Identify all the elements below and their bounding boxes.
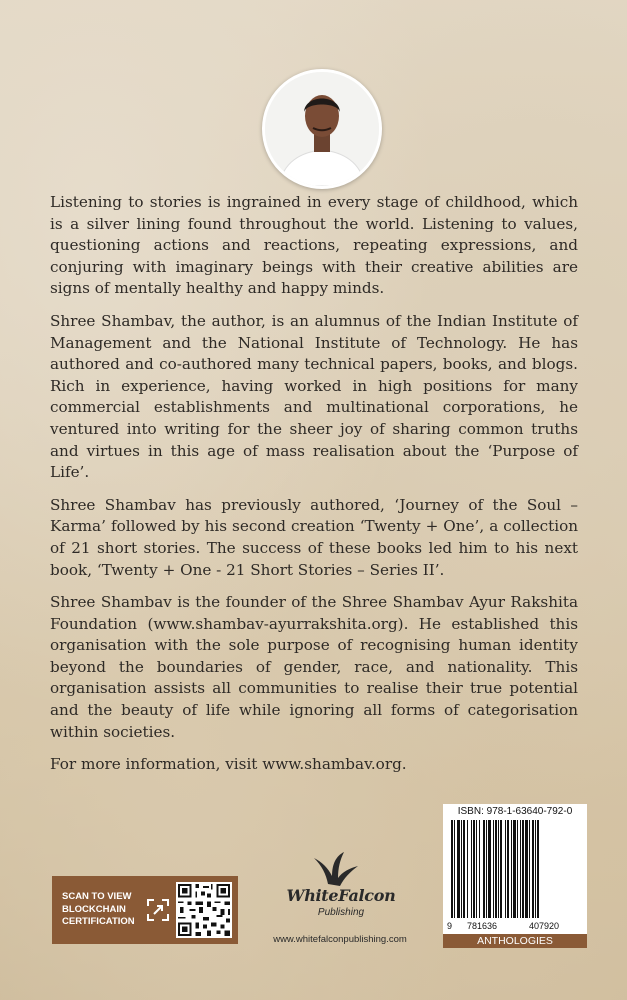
scan-arrow-icon bbox=[146, 898, 170, 922]
barcode-digit-left: 9 bbox=[447, 921, 453, 931]
author-portrait-icon bbox=[265, 72, 379, 186]
category-label: ANTHOLOGIES bbox=[443, 934, 587, 948]
certification-line-1: SCAN TO VIEW bbox=[62, 891, 132, 903]
qr-code-icon[interactable] bbox=[176, 882, 232, 938]
author-photo bbox=[262, 69, 382, 189]
blockchain-certification-badge[interactable] bbox=[52, 876, 238, 944]
certification-label bbox=[62, 891, 144, 929]
barcode-digits-mid: 781636 bbox=[467, 921, 498, 931]
publisher-url[interactable]: www.whitefalconpublishing.com bbox=[273, 934, 407, 945]
blurb-paragraph-2: Shree Shambav, the author, is an alumnus of the Indian Institute of Management and the National Institute of Technology. He has authored and co-authored many technical papers, books, and blogs. Rich in experience, having worked in high positions for many commercial establishments and multinational corporations, he ventured into writing for the sheer joy of sharing common truths and virtues in this age of mass realisation about the ‘Purpose of Life’. bbox=[50, 311, 578, 482]
barcode-icon bbox=[449, 820, 581, 918]
publisher-subtitle: Publishing bbox=[317, 907, 365, 918]
certification-line-2: BLOCKCHAIN bbox=[62, 903, 126, 915]
falcon-logo-icon bbox=[276, 850, 406, 890]
publisher-name: WhiteFalcon bbox=[286, 886, 396, 905]
barcode-digits-right: 407920 bbox=[529, 921, 560, 931]
certification-line-3: CERTIFICATION bbox=[62, 916, 135, 928]
blurb-paragraph-3: Shree Shambav has previously authored, ‘Journey of the Soul – Karma’ followed by his second creation ‘Twenty + One’, a collection of 21 short stories. The success of these books led him to his next book, ‘Twenty + One - 21 Short Stories – Series II’. bbox=[50, 495, 578, 579]
back-cover-blurb bbox=[50, 192, 578, 776]
isbn-barcode-box bbox=[443, 804, 587, 948]
publisher-logo bbox=[276, 850, 406, 930]
isbn-label: ISBN: 978-1-63640-792-0 bbox=[457, 806, 573, 817]
blurb-paragraph-4: Shree Shambav is the founder of the Shree Shambav Ayur Rakshita Foundation (www.shambav-ayurrakshita.org). He established this organisation with the sole purpose of recognising human identity beyond the boundaries of gender, race, and nationality. This organisation assists all communities to realise their true potential and the beauty of life while ignoring all forms of categorisation within societies. bbox=[50, 593, 578, 741]
blurb-paragraph-5: For more information, visit www.shambav.org. bbox=[50, 755, 407, 774]
blurb-paragraph-1: Listening to stories is ingrained in every stage of childhood, which is a silver lining found throughout the world. Listening to values, questioning actions and reactions, repeating expressions, and conjuring with imaginary beings with their creative abilities are signs of mentally healthy and happy minds. bbox=[50, 193, 578, 298]
